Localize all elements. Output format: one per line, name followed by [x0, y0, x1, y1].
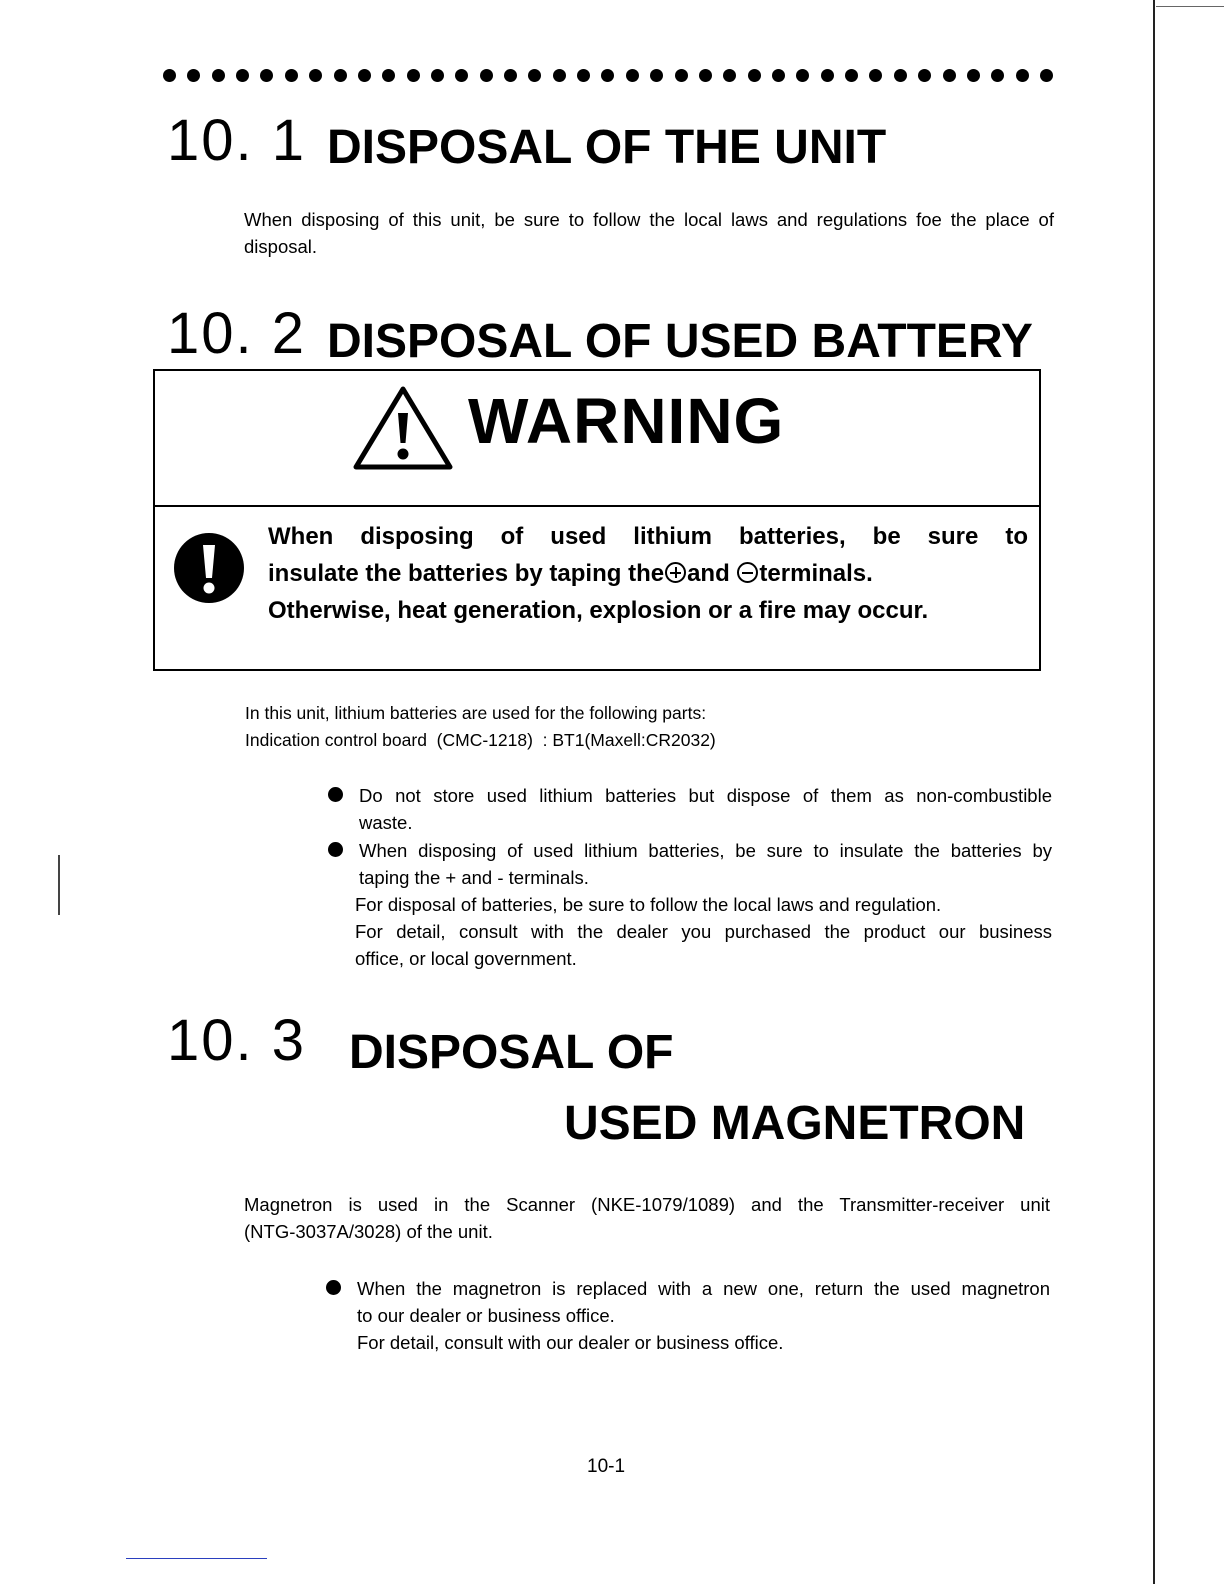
- plus-terminal-icon: [665, 562, 686, 583]
- dot-icon: [626, 69, 639, 82]
- dot-icon: [382, 69, 395, 82]
- dot-icon: [675, 69, 688, 82]
- warning-divider: [153, 505, 1041, 507]
- dot-icon: [894, 69, 907, 82]
- battery-note-2-line-2: office, or local government.: [355, 948, 577, 969]
- dot-icon: [1040, 69, 1053, 82]
- dot-icon: [699, 69, 712, 82]
- warning-text-line-2c: terminals.: [759, 560, 873, 587]
- dot-icon: [480, 69, 493, 82]
- magnetron-bullet-line-2: to our dealer or business office.: [357, 1305, 615, 1326]
- magnetron-paragraph-line-1: Magnetron is used in the Scanner (NKE-1079/1089) and the Transmitter-receiver unit: [244, 1194, 1050, 1215]
- dot-icon: [504, 69, 517, 82]
- magnetron-bullet-line-1: When the magnetron is replaced with a new one, return the used magnetron: [357, 1278, 1050, 1299]
- warning-text-line-1: When disposing of used lithium batteries, be sure to: [268, 523, 1028, 550]
- warning-triangle-icon: [352, 383, 454, 471]
- dot-icon: [1016, 69, 1029, 82]
- magnetron-paragraph-line-2: (NTG-3037A/3028) of the unit.: [244, 1221, 493, 1242]
- dot-icon: [285, 69, 298, 82]
- bullet-icon: [328, 787, 343, 802]
- dot-icon: [967, 69, 980, 82]
- dot-icon: [796, 69, 809, 82]
- dot-icon: [553, 69, 566, 82]
- dot-icon: [577, 69, 590, 82]
- section-number-10-3: 10. 3: [167, 1008, 306, 1073]
- section-title-10-3-line-2: USED MAGNETRON: [564, 1097, 1026, 1150]
- dot-icon: [212, 69, 225, 82]
- battery-intro-line-2: Indication control board (CMC-1218) : BT1(Maxell:CR2032): [245, 730, 716, 750]
- page-corner-rule: [1156, 6, 1224, 7]
- battery-bullet-1-line-1: Do not store used lithium batteries but dispose of them as non-combustible: [359, 785, 1052, 806]
- dot-icon: [528, 69, 541, 82]
- magnetron-note: For detail, consult with our dealer or business office.: [357, 1332, 784, 1353]
- dot-icon: [723, 69, 736, 82]
- minus-terminal-icon: [737, 562, 758, 583]
- dot-icon: [358, 69, 371, 82]
- warning-text-line-2: [268, 555, 873, 592]
- warning-text-line-2b: and: [687, 560, 737, 587]
- warning-text-line-2a: insulate the batteries by taping the: [268, 560, 665, 587]
- battery-bullet-2-line-1: When disposing of used lithium batteries, be sure to insulate the batteries by: [359, 840, 1052, 861]
- mandatory-action-icon: [173, 532, 245, 604]
- dot-icon: [407, 69, 420, 82]
- bullet-icon: [328, 842, 343, 857]
- warning-text-line-3: Otherwise, heat generation, explosion or a fire may occur.: [268, 597, 929, 624]
- battery-bullet-2-line-2: taping the + and - terminals.: [359, 867, 589, 888]
- dot-icon: [821, 69, 834, 82]
- bullet-icon: [326, 1280, 341, 1295]
- section-number-10-1: 10. 1: [167, 108, 306, 173]
- dot-icon: [991, 69, 1004, 82]
- section-title-10-3-line-1: DISPOSAL OF: [349, 1026, 674, 1079]
- dot-icon: [748, 69, 761, 82]
- dot-icon: [918, 69, 931, 82]
- dotted-header-rule: [163, 64, 1053, 86]
- dot-icon: [163, 69, 176, 82]
- dot-icon: [455, 69, 468, 82]
- dot-icon: [650, 69, 663, 82]
- dot-icon: [772, 69, 785, 82]
- dot-icon: [869, 69, 882, 82]
- dot-icon: [943, 69, 956, 82]
- battery-intro-line-1: In this unit, lithium batteries are used for the following parts:: [245, 703, 707, 723]
- battery-bullet-1-line-2: waste.: [359, 812, 413, 833]
- section-title-10-2: DISPOSAL OF USED BATTERY: [327, 315, 1033, 368]
- warning-label: WARNING: [468, 385, 785, 457]
- dot-icon: [845, 69, 858, 82]
- dot-icon: [187, 69, 200, 82]
- margin-mark: [58, 855, 60, 915]
- section-title-10-1: DISPOSAL OF THE UNIT: [327, 121, 887, 174]
- page-number: 10-1: [587, 1456, 626, 1477]
- section-number-10-2: 10. 2: [167, 301, 306, 366]
- battery-note-1: For disposal of batteries, be sure to follow the local laws and regulation.: [355, 894, 942, 915]
- dot-icon: [431, 69, 444, 82]
- dot-icon: [601, 69, 614, 82]
- dot-icon: [309, 69, 322, 82]
- dot-icon: [334, 69, 347, 82]
- bottom-link-rule: [126, 1558, 267, 1559]
- dot-icon: [236, 69, 249, 82]
- dot-icon: [260, 69, 273, 82]
- section-10-1-paragraph: When disposing of this unit, be sure to follow the local laws and regulations foe the place of disposal.: [244, 209, 1054, 257]
- page-edge-rule: [1153, 0, 1155, 1584]
- battery-note-2-line-1: For detail, consult with the dealer you purchased the product our business: [355, 921, 1052, 942]
